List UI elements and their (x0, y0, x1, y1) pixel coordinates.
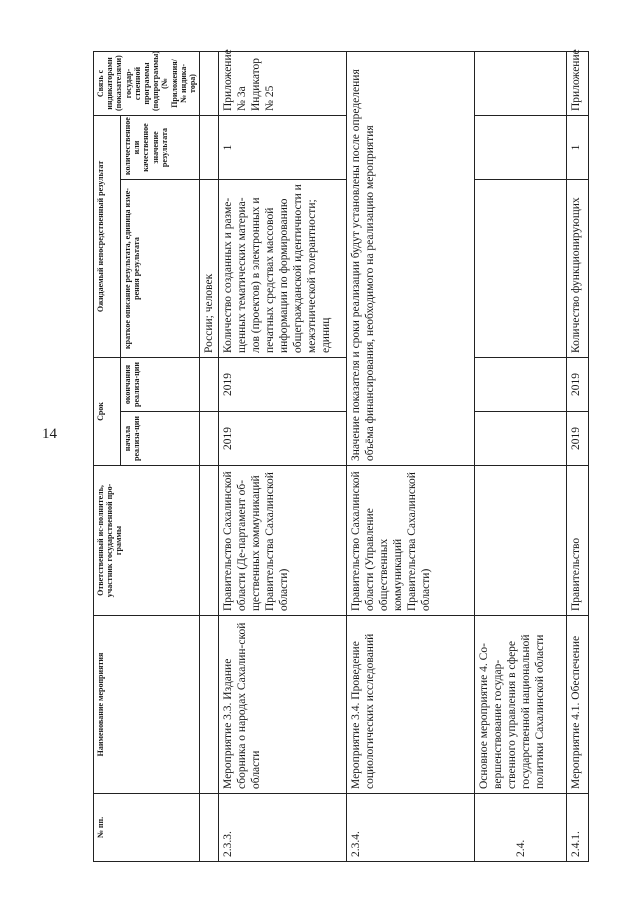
row-link: Приложение (567, 52, 589, 116)
header-result-value: количественное или качественное значение результата (121, 116, 200, 180)
row-num (200, 794, 219, 862)
header-result: Ожидаемый непосредственный результат (94, 116, 121, 358)
row-name: Мероприятие 3.4. Проведение социологических исследований (347, 616, 475, 794)
row-start: 2019 (219, 412, 347, 466)
row-desc: Количество созданных и разме-щенных тематических материа-лов (проектов) в электронных и печатных средствах массовой информации по формированию общегражданской идентичности и межэтнической толерантности; единиц (219, 180, 347, 358)
header-term-end: окончания реализа-ции (121, 358, 200, 412)
table-row (567, 52, 589, 862)
header-executor: Ответственный ис-полнитель, участник государственной про-граммы (94, 466, 200, 616)
row-desc: России; человек (200, 180, 219, 358)
row-start (200, 412, 219, 466)
row-num: 2.4.1. (567, 794, 589, 862)
row-link (200, 52, 219, 116)
row-num: 2.3.4. (347, 794, 475, 862)
row-value: 1 (567, 116, 589, 180)
row-end (475, 358, 567, 412)
row-executor: Правительство Сахалинской области (Управление общественных коммуникаций Правительства Сахалинской области) (347, 466, 475, 616)
row-executor (475, 466, 567, 616)
header-term-start: начала реализа-ции (121, 412, 200, 466)
row-executor: Правительство Сахалинской области (Де-партамент об-щественных коммуникаций Правительства Сахалинской области) (219, 466, 347, 616)
row-value (200, 116, 219, 180)
measures-table (93, 51, 589, 862)
row-desc (475, 180, 567, 358)
document-sheet (93, 49, 593, 862)
row-executor: Правительство (567, 466, 589, 616)
row-end (200, 358, 219, 412)
row-link (475, 52, 567, 116)
table-row (475, 52, 567, 862)
row-value (475, 116, 567, 180)
row-num: 2.4. (475, 794, 567, 862)
table-row (200, 52, 219, 862)
header-term: Срок (94, 358, 121, 466)
row-value: 1 (219, 116, 347, 180)
row-desc: Количество функционирующих (567, 180, 589, 358)
table-row (219, 52, 347, 862)
row-name: Основное мероприятие 4. Со-вершенствование государ-ственного управления в сфере государственной национальной политики Сахалинской области (475, 616, 567, 794)
header-name: Наименование мероприятия (94, 616, 200, 794)
header-link: Связь с индикаторами (показателями) государ-ственной программы (подпрограммы) (№ Приложения/№ индика-тора) (94, 52, 200, 116)
row-start (475, 412, 567, 466)
row-end: 2019 (567, 358, 589, 412)
header-row-1 (94, 52, 121, 862)
table-row (347, 52, 475, 862)
row-executor (200, 466, 219, 616)
row-name: Мероприятие 3.3. Издание сборника о народах Сахалин-ской области (219, 616, 347, 794)
row-merged-note: Значение показателя и сроки реализации будут установлены после определения объёма финансирования, необходимого на реализацию мероприятия (347, 52, 475, 466)
row-name (200, 616, 219, 794)
header-result-desc: краткое описание результата, единица изме-рения результата (121, 180, 200, 358)
row-end: 2019 (219, 358, 347, 412)
header-num: № пп. (94, 794, 200, 862)
row-start: 2019 (567, 412, 589, 466)
row-num: 2.3.3. (219, 794, 347, 862)
row-link: Приложение № 3а Индикатор № 25 (219, 52, 347, 116)
row-name: Мероприятие 4.1. Обеспечение (567, 616, 589, 794)
page-number: 14 (42, 426, 57, 442)
